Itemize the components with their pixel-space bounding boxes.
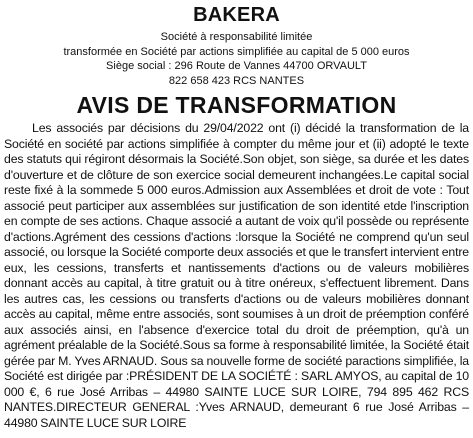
company-legal-form: Société à responsabilité limitée (160, 31, 313, 43)
company-head-office: Siège social : 296 Route de Vannes 44700 ORVAULT (106, 60, 367, 72)
company-name: BAKERA (193, 4, 280, 26)
company-registration: 822 658 423 RCS NANTES (168, 74, 305, 87)
company-info (4, 30, 469, 88)
company-capital: transformée en Société par actions simplifiée au capital de 5 000 euros (63, 45, 410, 58)
notice-body: Les associés par décisions du 29/04/2022 ont (i) décidé la transformation de la Société en société par actions simplifiée à compter du même jour et (ii) adopté le texte des statuts qui régiront désormais la Société.Son objet, son siège, sa durée et les dates d'ouverture et de clôture de son exercice social demeurent inchangées.Le capital social reste fixé à la sommede 5 000 euros.Admission aux Assemblées et droit de vote : Tout associé peut participer aux assemblées sur justification de son identité etde l'inscription en compte de ses actions. Chaque associé a autant de voix qu'il possède ou représente d'actions.Agrément des cessions d'actions :lorsque la Société ne comprend qu'un seul associé, ou lorsque la Société comporte deux associés et que le transfert intervient entre eux, les cessions, transferts et nantissements d'actions ou de valeurs mobilières donnant accès au capital, à titre gratuit ou à titre onéreux, s'effectuent librement. Dans les autres cas, les cessions ou transferts d'actions ou de valeurs mobilières donnant accès au capital, même entre associés, sont soumises à un droit de préemption conféré aux associés ainsi, en l'absence d'exercice total du droit de préemption, qu'à un agrément préalable de la Société.Sous sa forme à responsabilité limitée, la Société était gérée par M. Yves ARNAUD. Sous sa nouvelle forme de société paractions simplifiée, la Société est dirigée par :PRÉSIDENT DE LA SOCIÉTÉ : SARL AMYOS, au capital de 10 000 €, 6 rue José Arribas – 44980 SAINTE LUCE SUR LOIRE, 794 895 462 RCS NANTES.DIRECTEUR GENERAL :Yves ARNAUD, demeurant 6 rue José Arribas – 44980 SAINTE LUCE SUR LOIRE (4, 121, 469, 430)
notice-title: AVIS DE TRANSFORMATION (76, 92, 397, 118)
